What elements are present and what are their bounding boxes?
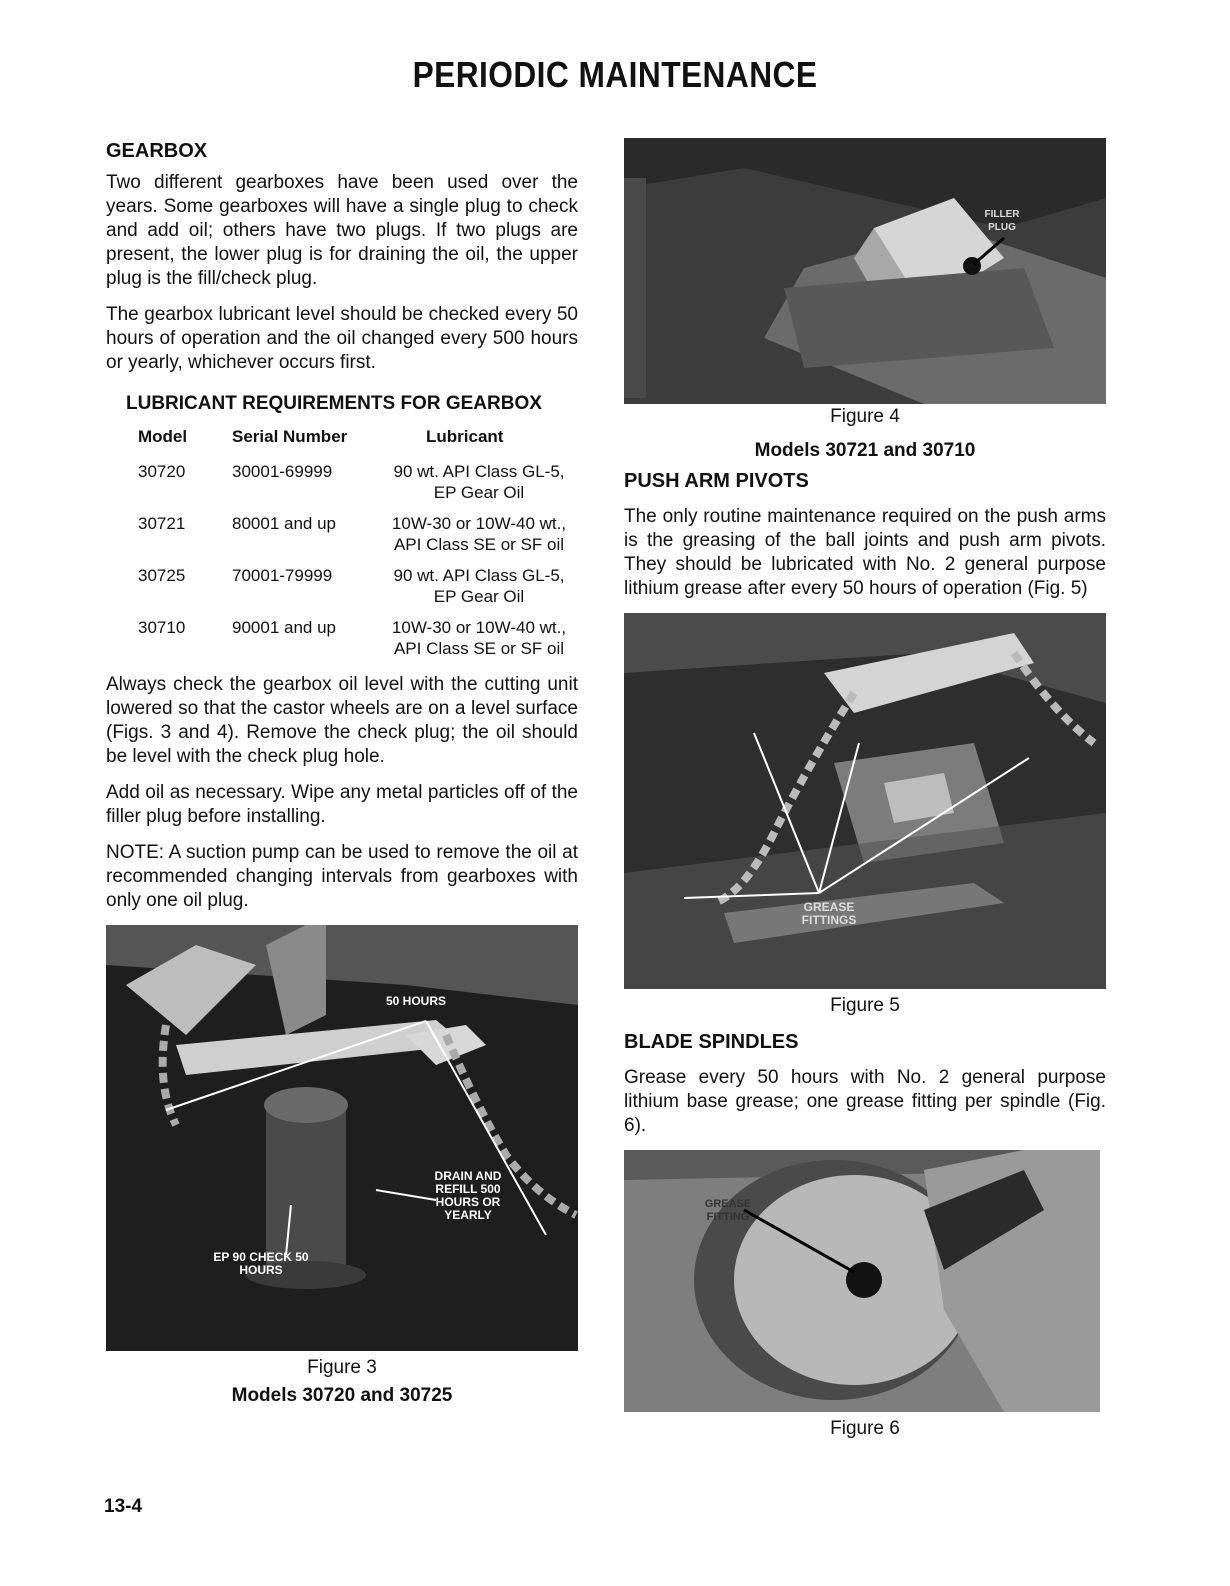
figure-3-label-ep90: EP 90 CHECK 50 HOURS: [213, 1250, 309, 1277]
table-row: [138, 461, 572, 513]
right-column: [624, 138, 1106, 1440]
gearbox-paragraph-5: NOTE: A suction pump can be used to remove the oil at recommended changing intervals from gearboxes with only one oil plug.: [106, 842, 578, 911]
figure-5-caption: Figure 5: [830, 995, 900, 1016]
cell-lubricant: 90 wt. API Class GL-5, EP Gear Oil: [393, 462, 565, 502]
figure-6-photo: [624, 1150, 1100, 1412]
cell-model: 30725: [138, 566, 186, 585]
header-model: Model: [138, 427, 188, 446]
cell-model: 30720: [138, 462, 186, 481]
cell-serial: 70001-79999: [232, 566, 333, 585]
figure-4-graphic: [624, 138, 1106, 404]
cell-model: 30710: [138, 618, 186, 637]
lubricant-table: [138, 427, 572, 669]
figure-4-photo: [624, 138, 1106, 404]
page-number: 13-4: [104, 1496, 143, 1517]
page-title: PERIODIC MAINTENANCE: [412, 54, 818, 95]
figure-3-graphic: [106, 925, 578, 1351]
figure-5-label: GREASE FITTINGS: [801, 900, 857, 927]
cell-lubricant: 10W-30 or 10W-40 wt., API Class SE or SF oil: [391, 618, 567, 658]
gearbox-paragraph-3: Always check the gearbox oil level with the cutting unit lowered so that the castor wheels are on a level surface (Figs. 3 and 4). Remove the check plug; the oil should be level with the check plug hole.: [106, 674, 578, 767]
figure-3-models: Models 30720 and 30725: [231, 1385, 453, 1406]
cell-serial: 80001 and up: [232, 514, 336, 533]
cell-model: 30721: [138, 514, 186, 533]
table-row: [138, 513, 572, 565]
push-arm-heading: PUSH ARM PIVOTS: [624, 470, 809, 492]
lubricant-table-title: LUBRICANT REQUIREMENTS FOR GEARBOX: [126, 393, 542, 414]
figure-5-photo: [624, 613, 1106, 989]
lubricant-table-header-row: [138, 427, 572, 461]
figure-4-models: Models 30721 and 30710: [754, 440, 976, 461]
table-row: [138, 565, 572, 617]
cell-serial: 90001 and up: [232, 618, 336, 637]
cell-lubricant: 90 wt. API Class GL-5, EP Gear Oil: [393, 566, 565, 606]
figure-4-caption: Figure 4: [830, 406, 900, 427]
gearbox-paragraph-4: Add oil as necessary. Wipe any metal particles off of the filler plug before installing.: [106, 782, 578, 827]
cell-lubricant: 10W-30 or 10W-40 wt., API Class SE or SF oil: [391, 514, 567, 554]
table-row: [138, 617, 572, 669]
figure-3-caption: Figure 3: [307, 1357, 377, 1378]
figure-6-label: GREASE FITTING: [704, 1198, 752, 1223]
figure-3-label-drain: DRAIN AND REFILL 500 HOURS OR YEARLY: [434, 1169, 502, 1222]
gearbox-paragraph-1: Two different gearboxes have been used over the years. Some gearboxes will have a single plug to check and add oil; others have two plugs. If two plugs are present, the lower plug is for draining the oil, the upper plug is the fill/check plug.: [106, 172, 578, 289]
figure-5-graphic: [624, 613, 1106, 989]
figure-6-graphic: [624, 1150, 1100, 1412]
left-column: [106, 140, 578, 1407]
blade-spindles-paragraph: Grease every 50 hours with No. 2 general purpose lithium base grease; one grease fitting per spindle (Fig. 6).: [624, 1067, 1106, 1136]
gearbox-heading: GEARBOX: [106, 140, 208, 162]
cell-serial: 30001-69999: [232, 462, 333, 481]
figure-3-photo: [106, 925, 578, 1351]
gearbox-paragraph-2: The gearbox lubricant level should be checked every 50 hours of operation and the oil changed every 500 hours or yearly, whichever occurs first.: [106, 304, 578, 373]
header-serial-number: Serial Number: [232, 427, 348, 446]
figure-4-label-filler: FILLER PLUG: [984, 209, 1020, 233]
push-arm-paragraph: The only routine maintenance required on the push arms is the greasing of the ball joints and push arm pivots. They should be lubricated with No. 2 general purpose lithium grease after every 50 hours of operation (Fig. 5): [624, 506, 1106, 599]
blade-spindles-heading: BLADE SPINDLES: [624, 1031, 799, 1053]
figure-3-label-50-hours: 50 HOURS: [385, 994, 447, 1008]
header-lubricant: Lubricant: [426, 427, 504, 446]
figure-6-caption: Figure 6: [830, 1418, 900, 1439]
